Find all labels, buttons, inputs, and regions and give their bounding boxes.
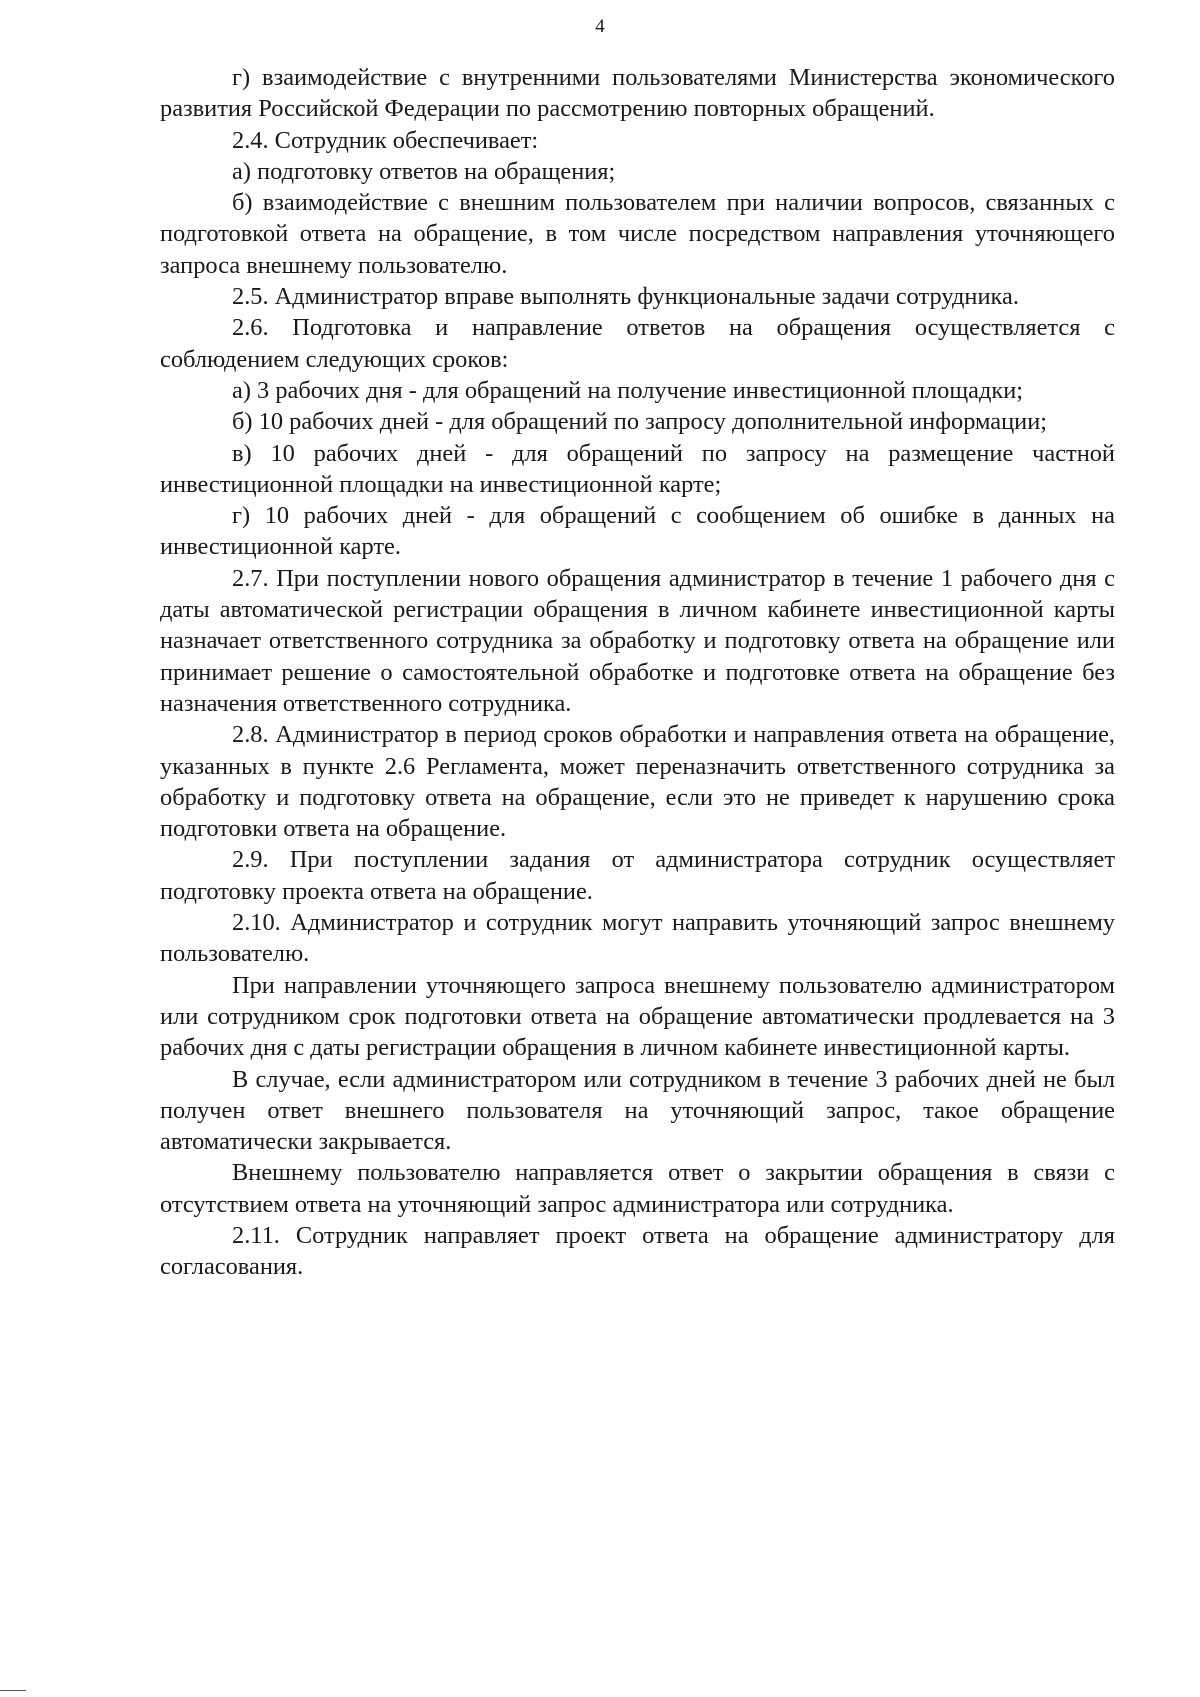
document-body	[160, 62, 1115, 1283]
paragraph-term-b: б) 10 рабочих дней - для обращений по запросу дополнительной информации;	[232, 408, 1048, 436]
paragraph-clarification-extension: При направлении уточняющего запроса внешнему пользователю администратором или сотрудником срок подготовки ответа на обращение автоматически продлевается на 3 рабочих дня с даты регистрации обращения в личном кабинете инвестиционной карты.	[160, 971, 1115, 1062]
paragraph-item-b-interaction: б) взаимодействие с внешним пользователем при наличии вопросов, связанных с подготовкой ответа на обращение, в том числе посредством направления уточняющего запроса внешнему пользователю.	[160, 189, 1115, 279]
page-edge-mark	[0, 1690, 26, 1691]
paragraph-2-11: 2.11. Сотрудник направляет проект ответа на обращение администратору для согласования.	[160, 1221, 1115, 1281]
paragraph-term-v: в) 10 рабочих дней - для обращений по запросу на размещение частной инвестиционной площадки на инвестиционной карте;	[160, 439, 1115, 498]
paragraph-2-7: 2.7. При поступлении нового обращения администратор в течение 1 рабочего дня с даты автоматической регистрации обращения в личном кабинете инвестиционной карты назначает ответственного сотрудника за обработку и подготовку ответа на обращение или принимает решение о самостоятельной обработке и подготовке ответа на обращение без назначения ответственного сотрудника.	[160, 564, 1115, 717]
page-number: 4	[595, 16, 605, 37]
paragraph-term-a: а) 3 рабочих дня - для обращений на получение инвестиционной площадки;	[232, 376, 1024, 404]
paragraph-2-5: 2.5. Администратор вправе выполнять функциональные задачи сотрудника.	[232, 283, 1019, 311]
paragraph-auto-close: В случае, если администратором или сотрудником в течение 3 рабочих дней не был получен ответ внешнего пользователя на уточняющий запрос, такое обращение автоматически закрывается.	[160, 1065, 1115, 1156]
paragraph-2-6: 2.6. Подготовка и направление ответов на обращения осуществляется с соблюдением следующих сроков:	[160, 314, 1115, 373]
paragraph-item-a-answers: а) подготовку ответов на обращения;	[232, 157, 616, 185]
paragraph-close-notice: Внешнему пользователю направляется ответ о закрытии обращения в связи с отсутствием ответа на уточняющий запрос администратора или сотрудника.	[160, 1159, 1115, 1218]
paragraph-2-8: 2.8. Администратор в период сроков обработки и направления ответа на обращение, указанных в пункте 2.6 Регламента, может переназначить ответственного сотрудника за обработку и подготовку ответа на обращение, если это не приведет к нарушению срока подготовки ответа на обращение.	[160, 721, 1115, 843]
paragraph-term-g: г) 10 рабочих дней - для обращений с сообщением об ошибке в данных на инвестиционной карте.	[160, 502, 1115, 561]
paragraph-2-4: 2.4. Сотрудник обеспечивает:	[232, 126, 539, 154]
paragraph-item-g-interaction: г) взаимодействие с внутренними пользователями Министерства экономического развития Российской Федерации по рассмотрению повторных обращений.	[160, 64, 1115, 123]
paragraph-2-10: 2.10. Администратор и сотрудник могут направить уточняющий запрос внешнему пользователю.	[160, 909, 1115, 968]
paragraph-2-9: 2.9. При поступлении задания от администратора сотрудник осуществляет подготовку проекта ответа на обращение.	[160, 846, 1115, 905]
